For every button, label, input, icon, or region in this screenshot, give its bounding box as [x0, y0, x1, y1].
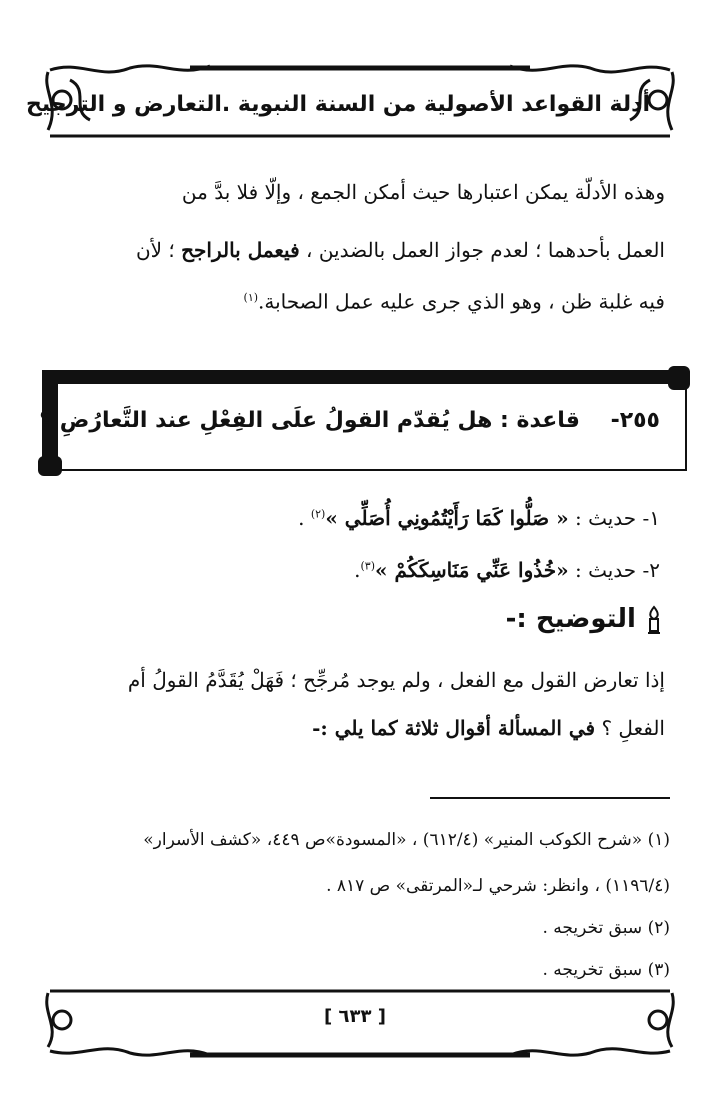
intro-line-2-a: العمل بأحدهما ؛ لعدم جواز العمل بالضدين ، — [306, 238, 665, 262]
intro-line-3 — [55, 270, 665, 330]
hadith-2-text: «خُذُوا عَنِّي مَنَاسِكَكُمْ » — [375, 558, 569, 582]
rule-number: ٢٥٥- — [610, 408, 660, 433]
explanation-line-2 — [55, 700, 665, 756]
footnote-ref-3: (٣) — [360, 559, 375, 573]
hadith-1-suffix: . — [298, 506, 311, 530]
footnote-ref-1: (١) — [243, 291, 259, 304]
footnote-1-cont: (١١٩٦/٤) ، وانظر: شرحي لـ«المرتقى» ص ٨١٧ . — [326, 876, 670, 896]
intro-line-2-bold: فيعمل بالراجح — [181, 238, 300, 262]
rule-heading — [39, 408, 660, 433]
intro-line-3-text: فيه غلبة ظن ، وهو الذي جرى عليه عمل الصحابة. — [258, 289, 665, 314]
explanation-line-1: إذا تعارض القول مع الفعل ، ولم يوجد مُرجِّح ؛ فَهَلْ يُقَدَّمُ القولُ أم — [127, 668, 665, 692]
hadith-1 — [80, 506, 660, 530]
footnote-ref-2: (٢) — [310, 507, 326, 521]
hadith-2-suffix: . — [354, 558, 361, 582]
hadith-1-text: « صَلُّوا كَمَا رَأَيْتُمُونِي أُصَلِّي » — [325, 506, 569, 530]
explanation-title: التوضيح :- — [505, 604, 636, 634]
footnote-separator — [430, 797, 670, 799]
hadith-2 — [80, 558, 660, 582]
rule-title: قاعدة : هل يُقدّم القولُ علَى الفِعْلِ عند التَّعارُضِ ؟ — [39, 408, 580, 433]
explanation-line-2-a: الفعلِ ؟ — [601, 716, 665, 740]
footnote-3: (٣) سبق تخريجه . — [542, 960, 670, 980]
intro-line-1: وهذه الأدلّة يمكن اعتبارها حيث أمكن الجمع ، وإلّا فلا بدَّ من — [181, 180, 665, 204]
footnote-2: (٢) سبق تخريجه . — [542, 918, 670, 938]
intro-line-2-c: ؛ لأن — [135, 238, 175, 262]
hadith-2-prefix: ٢- حديث : — [574, 558, 660, 582]
lamp-icon — [645, 605, 663, 635]
page-number: [ ٦٣٣ ] — [324, 1006, 386, 1027]
explanation-heading — [363, 604, 663, 644]
header-title: أدلة القواعد الأصولية من السنة النبوية .التعارض و الترجيح — [26, 92, 650, 117]
hadith-1-prefix: ١- حديث : — [574, 506, 660, 530]
explanation-line-2-b: في المسألة أقوال ثلاثة كما يلي :- — [312, 716, 596, 740]
footnote-1: (١) «شرح الكوكب المنير» (٦١٢/٤) ، «المسودة»ص ٤٤٩، «كشف الأسرار» — [143, 830, 670, 850]
